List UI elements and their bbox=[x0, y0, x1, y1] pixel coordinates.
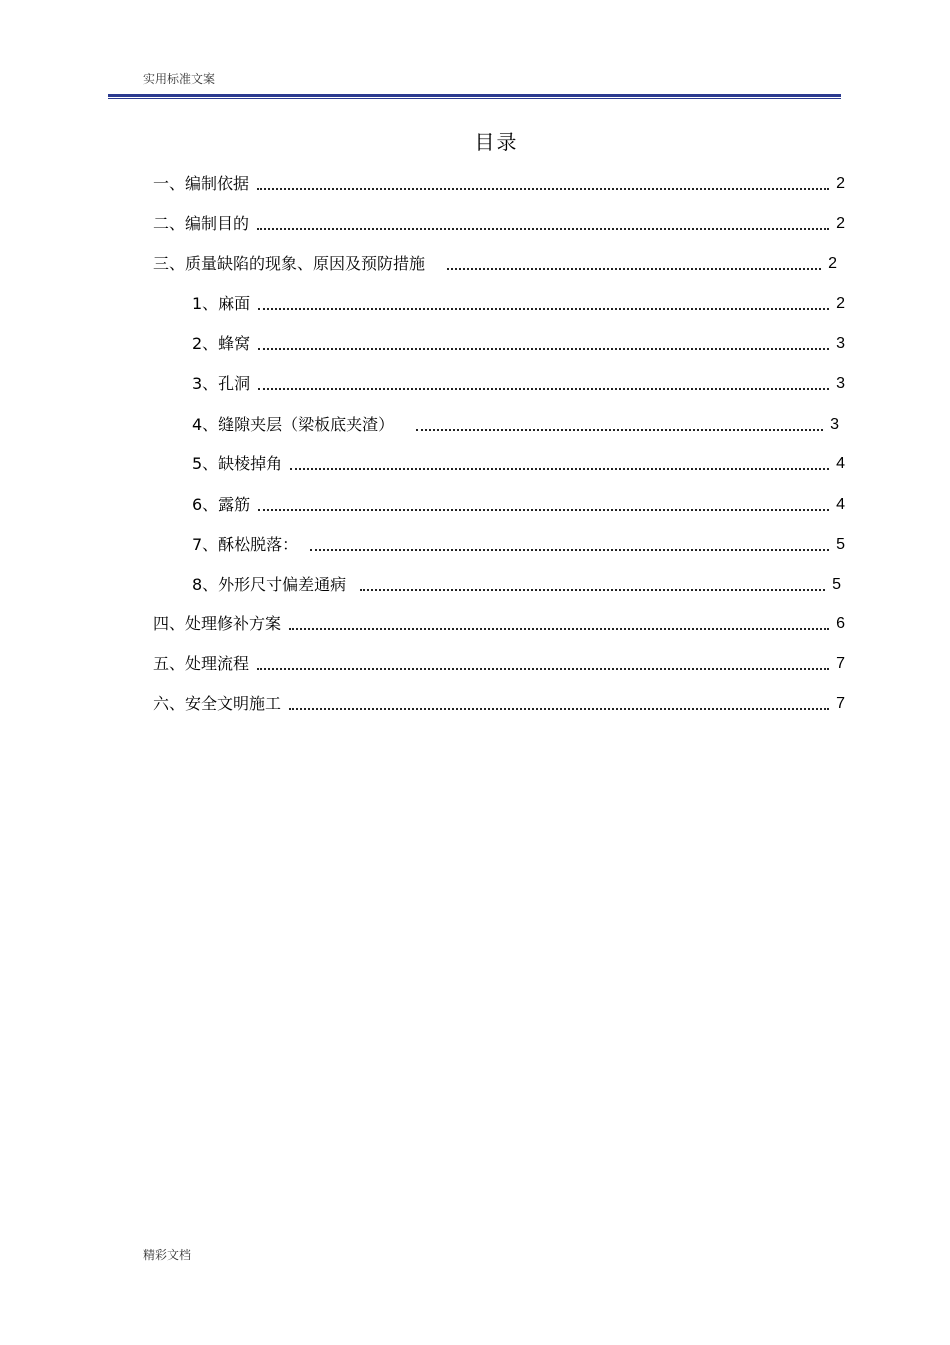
toc-leader-dots bbox=[257, 228, 829, 230]
toc-entry-page: 3 bbox=[830, 416, 839, 433]
header-text: 实用标准文案 bbox=[143, 72, 216, 86]
toc-leader-dots bbox=[257, 188, 829, 190]
toc-entry[interactable] bbox=[192, 330, 845, 354]
toc-leader-dots bbox=[310, 549, 829, 551]
toc-entry[interactable] bbox=[192, 370, 845, 394]
toc-entry-label: 五、处理流程 bbox=[153, 654, 250, 673]
footer-text: 精彩文档 bbox=[143, 1248, 192, 1262]
toc-entry[interactable] bbox=[153, 650, 845, 674]
toc-entry[interactable] bbox=[192, 531, 845, 555]
toc-entry[interactable] bbox=[153, 170, 845, 194]
toc-entry[interactable] bbox=[153, 690, 845, 714]
toc-entry[interactable] bbox=[153, 210, 845, 234]
toc-entry[interactable] bbox=[153, 250, 837, 274]
toc-leader-dots bbox=[416, 429, 823, 431]
toc-leader-dots bbox=[258, 388, 829, 390]
toc-entry-page: 2 bbox=[836, 215, 845, 232]
toc-entry-page: 7 bbox=[836, 655, 845, 672]
toc-leader-dots bbox=[258, 348, 829, 350]
toc-entry-label: 5、缺棱掉角 bbox=[192, 454, 283, 473]
toc-entry-label: 4、缝隙夹层（梁板底夹渣） bbox=[192, 415, 395, 434]
toc-entry[interactable] bbox=[153, 610, 845, 634]
toc-entry-label: 2、蜂窝 bbox=[192, 334, 251, 353]
toc-entry[interactable] bbox=[192, 491, 845, 515]
toc-leader-dots bbox=[258, 308, 829, 310]
toc-entry-label: 1、麻面 bbox=[192, 294, 251, 313]
toc-entry-page: 5 bbox=[832, 576, 841, 593]
toc-entry-label: 二、编制目的 bbox=[153, 214, 250, 233]
toc-leader-dots bbox=[258, 509, 829, 511]
toc-entry-label: 7、酥松脱落： bbox=[192, 535, 299, 554]
toc-entry-label: 六、安全文明施工 bbox=[153, 694, 282, 713]
toc-entry-label: 6、露筋 bbox=[192, 495, 251, 514]
toc-entry-label: 四、处理修补方案 bbox=[153, 614, 282, 633]
toc-entry[interactable] bbox=[192, 290, 845, 314]
toc-entry-page: 2 bbox=[836, 175, 845, 192]
toc-entry-page: 4 bbox=[836, 455, 845, 472]
toc-entry-label: 3、孔洞 bbox=[192, 374, 251, 393]
toc-leader-dots bbox=[289, 628, 829, 630]
toc-entry-label: 三、质量缺陷的现象、原因及预防措施 bbox=[153, 254, 426, 273]
toc-entry-page: 4 bbox=[836, 496, 845, 513]
toc-leader-dots bbox=[290, 468, 829, 470]
toc-leader-dots bbox=[360, 589, 825, 591]
toc-entry-page: 3 bbox=[836, 335, 845, 352]
toc-entry-label: 8、外形尺寸偏差通病 bbox=[192, 575, 347, 594]
toc-entry[interactable] bbox=[192, 450, 845, 474]
toc-entry-page: 3 bbox=[836, 375, 845, 392]
toc-entry-label: 一、编制依据 bbox=[153, 174, 250, 193]
toc-leader-dots bbox=[447, 268, 821, 270]
toc-entry-page: 5 bbox=[836, 536, 845, 553]
toc-leader-dots bbox=[257, 668, 829, 670]
toc-entry[interactable] bbox=[192, 571, 841, 595]
toc-entry[interactable] bbox=[192, 411, 839, 435]
toc-entry-page: 2 bbox=[828, 255, 837, 272]
toc-entry-page: 7 bbox=[836, 695, 845, 712]
toc-entry-page: 2 bbox=[836, 295, 845, 312]
toc-entry-page: 6 bbox=[836, 615, 845, 632]
toc-title: 目录 bbox=[474, 130, 519, 154]
toc-leader-dots bbox=[289, 708, 829, 710]
